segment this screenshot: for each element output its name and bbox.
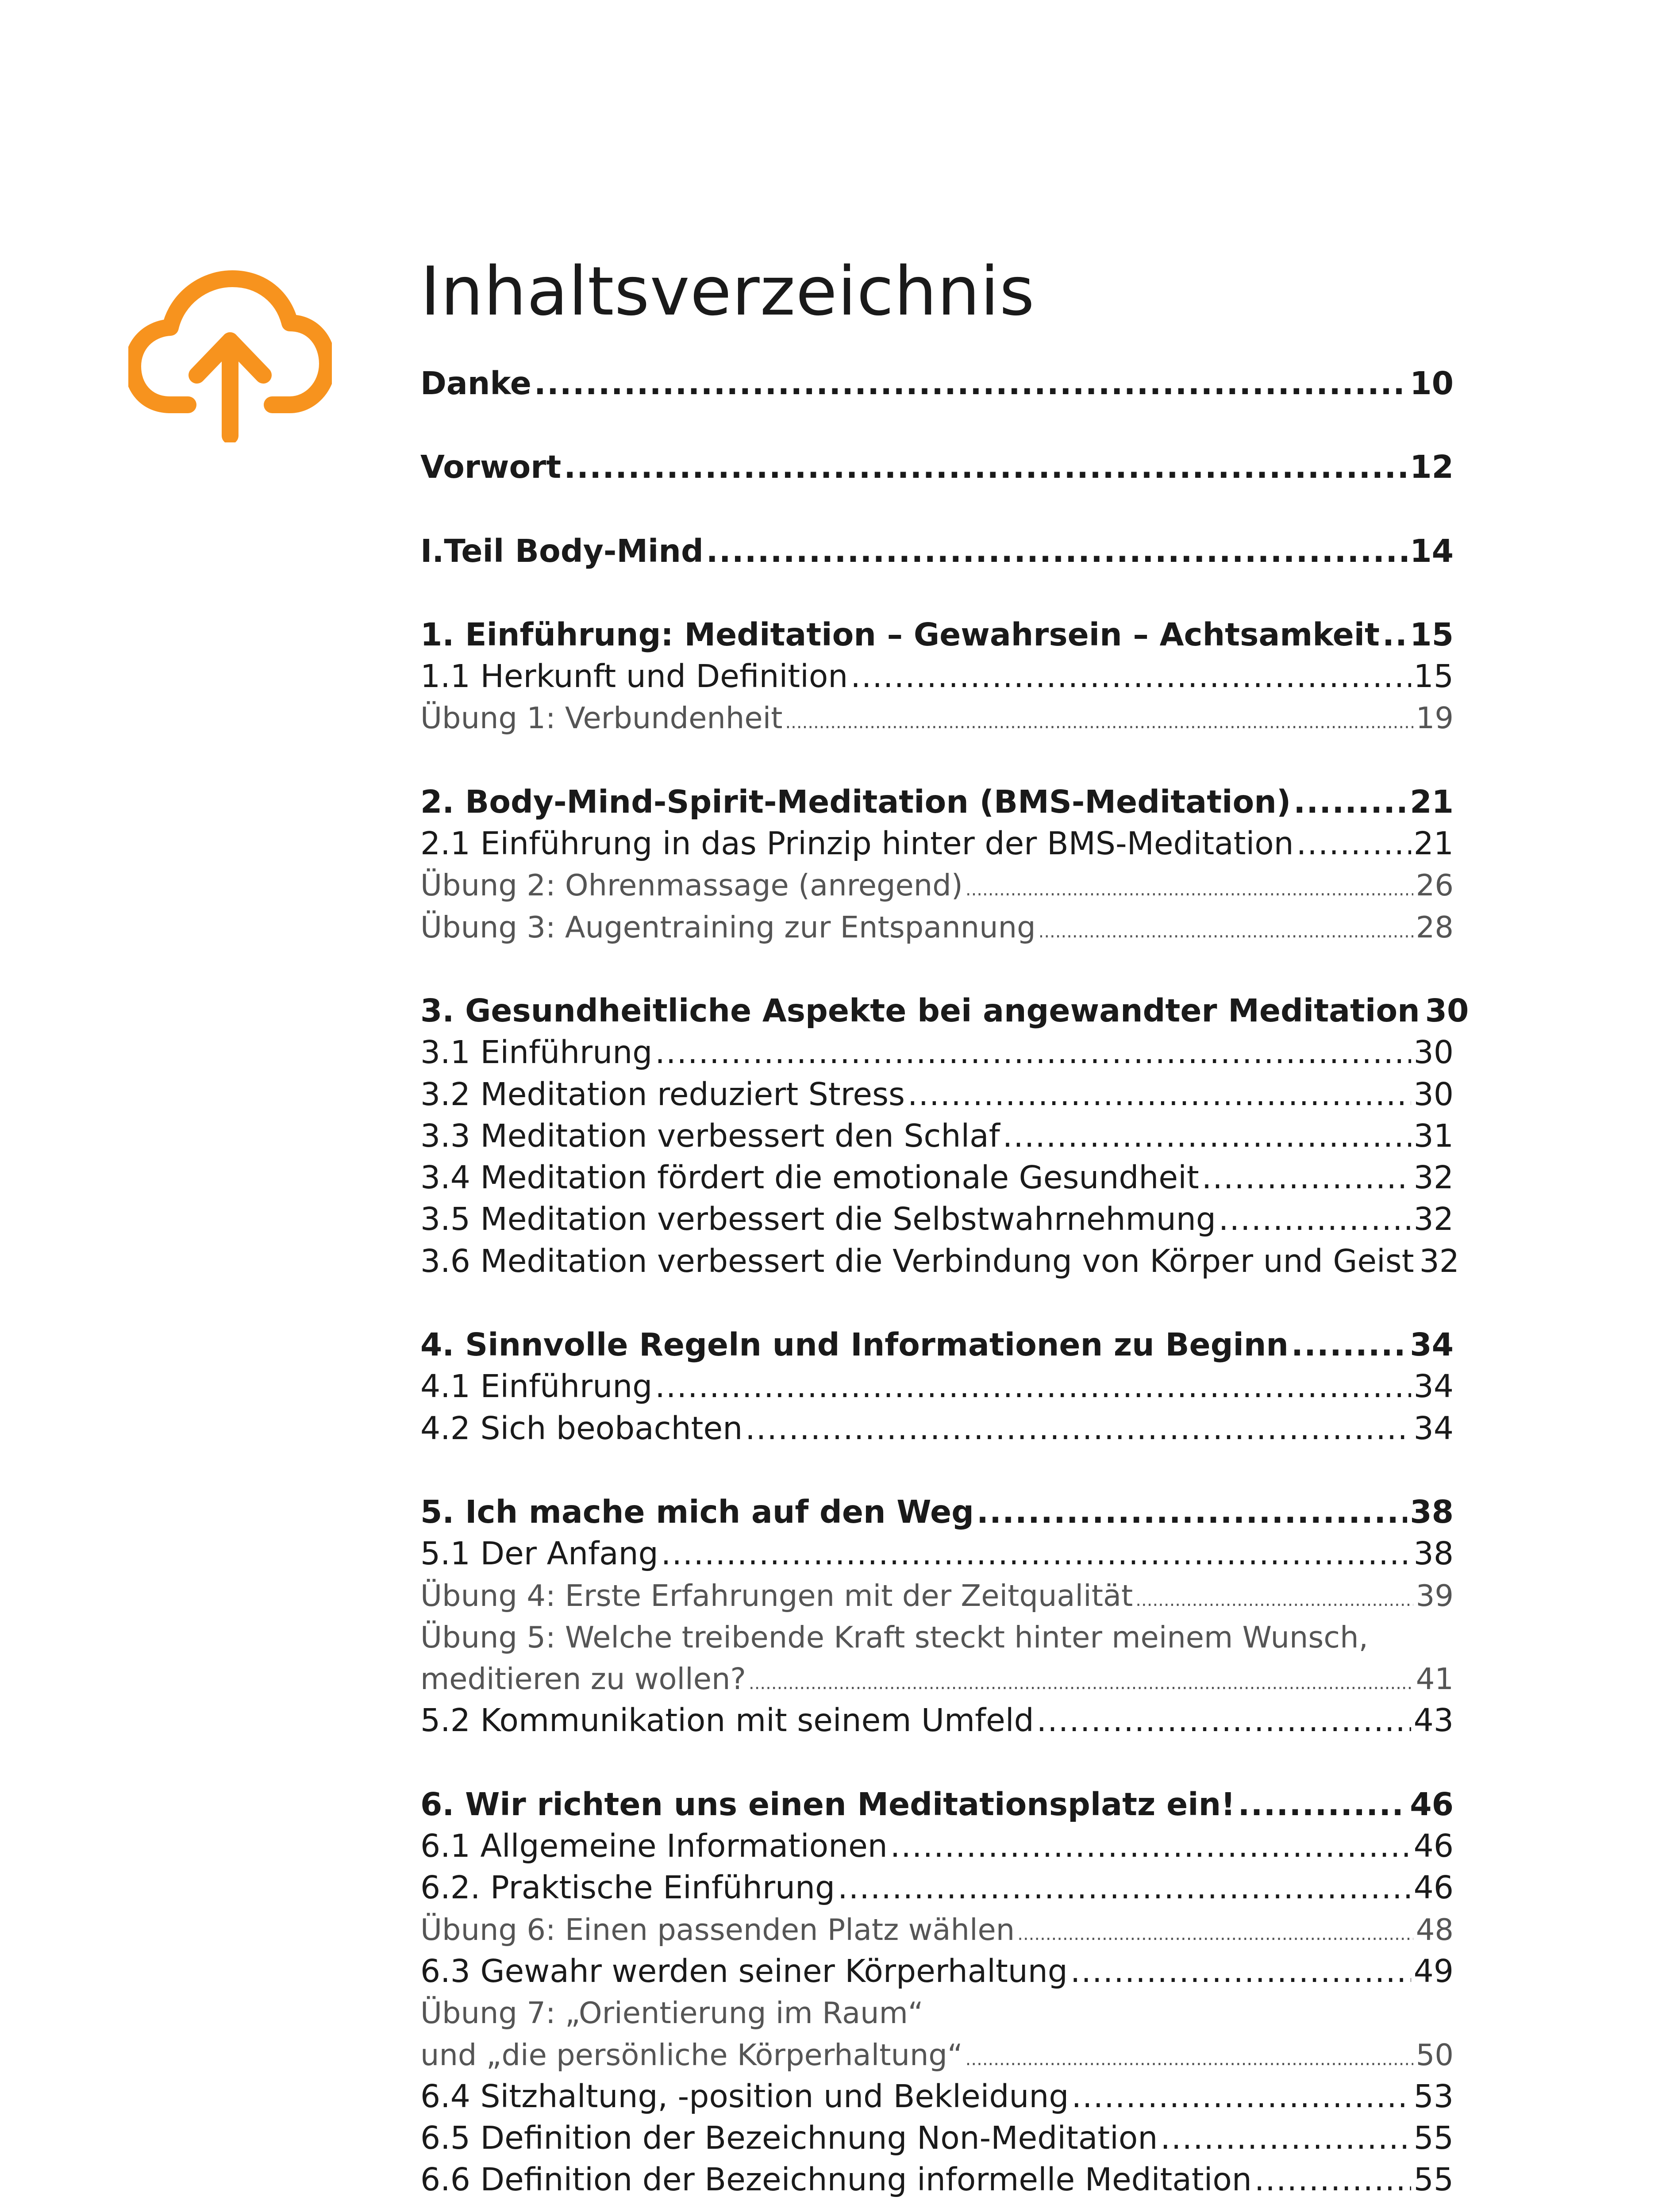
page-title: Inhaltsverzeichnis (420, 252, 1035, 330)
dot-leader (1071, 2076, 1411, 2117)
toc-entry-page: 21 (1413, 825, 1454, 862)
toc-entry[interactable] (420, 1491, 1454, 1533)
toc-entry-title: 6.2. Praktische Einführung (420, 1869, 835, 1906)
dot-leader (1219, 1198, 1411, 1240)
toc-entry-page: 30 (1425, 992, 1469, 1029)
toc-entry-page: 14 (1410, 532, 1454, 569)
dot-leader (890, 1825, 1411, 1867)
toc-entry-title: 5.2 Kommunikation mit seinem Umfeld (420, 1702, 1034, 1739)
dot-leader (1291, 1324, 1407, 1366)
dot-leader (564, 446, 1407, 488)
toc-entry-page: 46 (1413, 1828, 1454, 1865)
toc-entry-title: 6. Wir richten uns einen Meditationsplatz ein! (420, 1786, 1235, 1823)
toc-entry-page: 43 (1413, 1702, 1454, 1739)
dot-leader (1135, 1579, 1413, 1621)
toc-entry[interactable] (420, 614, 1454, 656)
toc-entry-page: 55 (1413, 2161, 1454, 2198)
toc-entry[interactable] (420, 1825, 1454, 1867)
toc-section (420, 990, 1469, 1282)
dot-leader (1003, 1115, 1411, 1157)
toc-entry-title: I.Teil Body-Mind (420, 532, 704, 569)
toc-entry-page: 12 (1410, 449, 1454, 486)
toc-entry-text: Übung 7: „Orientierung im Raum“ (420, 1996, 923, 2031)
toc-entry-title: und „die persönliche Körperhaltung“ (420, 2037, 963, 2072)
dot-leader (1202, 1157, 1411, 1198)
toc-entry-page: 32 (1419, 1242, 1459, 1279)
toc-section (420, 1324, 1454, 1449)
toc-entry-page: 30 (1413, 1075, 1454, 1113)
toc-entry-page: 32 (1413, 1201, 1454, 1238)
dot-leader (1160, 2117, 1411, 2159)
dot-leader (655, 1366, 1411, 1407)
toc-entry-page: 55 (1413, 2120, 1454, 2157)
toc-entry[interactable] (420, 2117, 1454, 2159)
toc-entry[interactable] (420, 2159, 1454, 2200)
dot-leader (966, 2039, 1413, 2080)
toc-entry[interactable] (420, 1658, 1454, 1700)
toc-entry-page: 15 (1413, 658, 1454, 695)
toc-entry[interactable] (420, 1324, 1454, 1366)
toc-entry[interactable] (420, 823, 1454, 864)
toc-entry-text: Übung 5: Welche treibende Kraft steckt hinter meinem Wunsch, (420, 1620, 1368, 1655)
toc-entry-title: 3.3 Meditation verbessert den Schlaf (420, 1117, 1000, 1154)
toc-entry-title: 2.1 Einführung in das Prinzip hinter der BMS-Meditation (420, 825, 1294, 862)
toc-entry-title: 4.2 Sich beobachten (420, 1409, 743, 1447)
dot-leader (1017, 1913, 1413, 1955)
toc-entry[interactable] (420, 1240, 1459, 1282)
toc-entry[interactable] (420, 1408, 1454, 1449)
toc-section (420, 363, 1454, 404)
dot-leader (1382, 614, 1407, 656)
table-of-contents (420, 363, 1469, 2201)
dot-leader (661, 1533, 1411, 1575)
toc-entry-page: 46 (1413, 1869, 1454, 1906)
dot-leader (966, 869, 1413, 910)
toc-entry-title: Übung 4: Erste Erfahrungen mit der Zeitqualität (420, 1578, 1133, 1613)
dot-leader (655, 1032, 1411, 1073)
toc-entry[interactable] (420, 864, 1454, 906)
toc-entry-page: 38 (1410, 1493, 1454, 1530)
toc-entry[interactable] (420, 781, 1454, 823)
toc-entry[interactable] (420, 1909, 1454, 1951)
toc-entry[interactable] (420, 530, 1454, 572)
toc-entry[interactable] (420, 1700, 1454, 1741)
toc-entry-page: 46 (1410, 1786, 1454, 1823)
toc-section (420, 1784, 1454, 2201)
toc-entry-page: 34 (1410, 1326, 1454, 1363)
toc-entry[interactable] (420, 446, 1454, 488)
toc-section (420, 446, 1454, 488)
toc-entry[interactable] (420, 1575, 1454, 1617)
toc-entry[interactable] (420, 1533, 1454, 1575)
toc-section (420, 781, 1454, 948)
toc-entry-page: 49 (1413, 1952, 1454, 1989)
dot-leader (706, 530, 1407, 572)
toc-entry-page: 34 (1413, 1368, 1454, 1405)
dot-leader (534, 363, 1407, 404)
dot-leader (749, 1663, 1413, 1704)
dot-leader (1254, 2159, 1411, 2200)
toc-entry-page: 10 (1410, 365, 1454, 402)
toc-entry-title: 4. Sinnvolle Regeln und Informationen zu Beginn (420, 1326, 1289, 1363)
toc-entry-title: 1.1 Herkunft und Definition (420, 658, 848, 695)
dot-leader (977, 1491, 1407, 1533)
toc-entry-page: 31 (1413, 1117, 1454, 1154)
toc-entry-title: 4.1 Einführung (420, 1368, 653, 1405)
toc-entry-title: 3.2 Meditation reduziert Stress (420, 1075, 905, 1113)
toc-entry[interactable] (420, 1157, 1454, 1198)
toc-entry-title: 3. Gesundheitliche Aspekte bei angewandter Meditation (420, 992, 1420, 1029)
toc-entry-page: 34 (1413, 1409, 1454, 1447)
dot-leader (1297, 823, 1411, 864)
toc-entry-title: 1. Einführung: Meditation – Gewahrsein – Achtsamkeit (420, 616, 1380, 653)
toc-entry-title: 2. Body-Mind-Spirit-Meditation (BMS-Meditation) (420, 783, 1291, 820)
toc-section (420, 530, 1454, 572)
toc-entry-page: 48 (1416, 1912, 1454, 1947)
toc-entry-page: 26 (1416, 868, 1454, 903)
dot-leader (908, 1074, 1411, 1115)
toc-entry-page: 38 (1413, 1535, 1454, 1572)
toc-entry-title: 6.6 Definition der Bezeichnung informelle Meditation (420, 2161, 1252, 2198)
toc-entry[interactable] (420, 906, 1454, 948)
dot-leader (785, 702, 1413, 743)
toc-entry-title: 3.5 Meditation verbessert die Selbstwahrnehmung (420, 1201, 1216, 1238)
dot-leader (1238, 1784, 1408, 1825)
toc-entry-page: 32 (1413, 1159, 1454, 1196)
toc-entry-page: 30 (1413, 1034, 1454, 1071)
toc-entry[interactable] (420, 1032, 1454, 1073)
toc-entry-page: 15 (1410, 616, 1454, 653)
toc-entry-page: 39 (1416, 1578, 1454, 1613)
toc-entry-title: 6.5 Definition der Bezeichnung Non-Meditation (420, 2120, 1158, 2157)
toc-entry-title: Übung 2: Ohrenmassage (anregend) (420, 868, 963, 903)
toc-entry-page: 53 (1413, 2078, 1454, 2115)
toc-entry-page: 41 (1416, 1662, 1454, 1697)
dot-leader (1039, 911, 1413, 952)
toc-section (420, 1491, 1454, 1742)
toc-entry[interactable] (420, 1074, 1454, 1115)
toc-entry-title: Übung 6: Einen passenden Platz wählen (420, 1912, 1015, 1947)
toc-entry-title: 3.1 Einführung (420, 1034, 653, 1071)
toc-entry-title: 3.4 Meditation fördert die emotionale Gesundheit (420, 1159, 1199, 1196)
toc-entry[interactable] (420, 363, 1454, 404)
toc-entry[interactable] (420, 1784, 1454, 1825)
dot-leader (745, 1408, 1411, 1449)
toc-entry-title: 5.1 Der Anfang (420, 1535, 658, 1572)
toc-entry-title: 3.6 Meditation verbessert die Verbindung von Körper und Geist (420, 1242, 1414, 1279)
toc-entry[interactable] (420, 2076, 1454, 2117)
toc-entry-page: 50 (1416, 2037, 1454, 2072)
dot-leader (1070, 1951, 1411, 1992)
toc-entry[interactable] (420, 990, 1469, 1032)
toc-entry-title: Übung 1: Verbundenheit (420, 701, 783, 736)
toc-entry-page: 21 (1410, 783, 1454, 820)
cloud-upload-icon (128, 265, 332, 442)
toc-entry[interactable] (420, 1115, 1454, 1157)
toc-entry[interactable] (420, 2034, 1454, 2076)
toc-entry-title: meditieren zu wollen? (420, 1662, 746, 1697)
toc-entry[interactable] (420, 1198, 1454, 1240)
toc-section (420, 614, 1454, 739)
dot-leader (850, 656, 1411, 697)
toc-entry-title: Übung 3: Augentraining zur Entspannung (420, 910, 1036, 945)
toc-entry-title: Danke (420, 365, 531, 402)
toc-entry-title: 6.1 Allgemeine Informationen (420, 1828, 888, 1865)
toc-entry[interactable] (420, 1366, 1454, 1407)
dot-leader (838, 1867, 1411, 1909)
toc-entry[interactable] (420, 697, 1454, 739)
toc-entry-title: 6.4 Sitzhaltung, -position und Bekleidung (420, 2078, 1069, 2115)
dot-leader (1037, 1700, 1411, 1741)
toc-entry[interactable] (420, 1951, 1454, 1992)
toc-entry-title: Vorwort (420, 449, 562, 486)
dot-leader (1293, 781, 1407, 823)
toc-entry-page: 19 (1416, 701, 1454, 736)
toc-entry-title: 6.3 Gewahr werden seiner Körperhaltung (420, 1952, 1068, 1989)
toc-entry-title: 5. Ich mache mich auf den Weg (420, 1493, 974, 1530)
toc-entry-page: 28 (1416, 910, 1454, 945)
toc-entry[interactable] (420, 1867, 1454, 1909)
toc-entry[interactable] (420, 656, 1454, 697)
